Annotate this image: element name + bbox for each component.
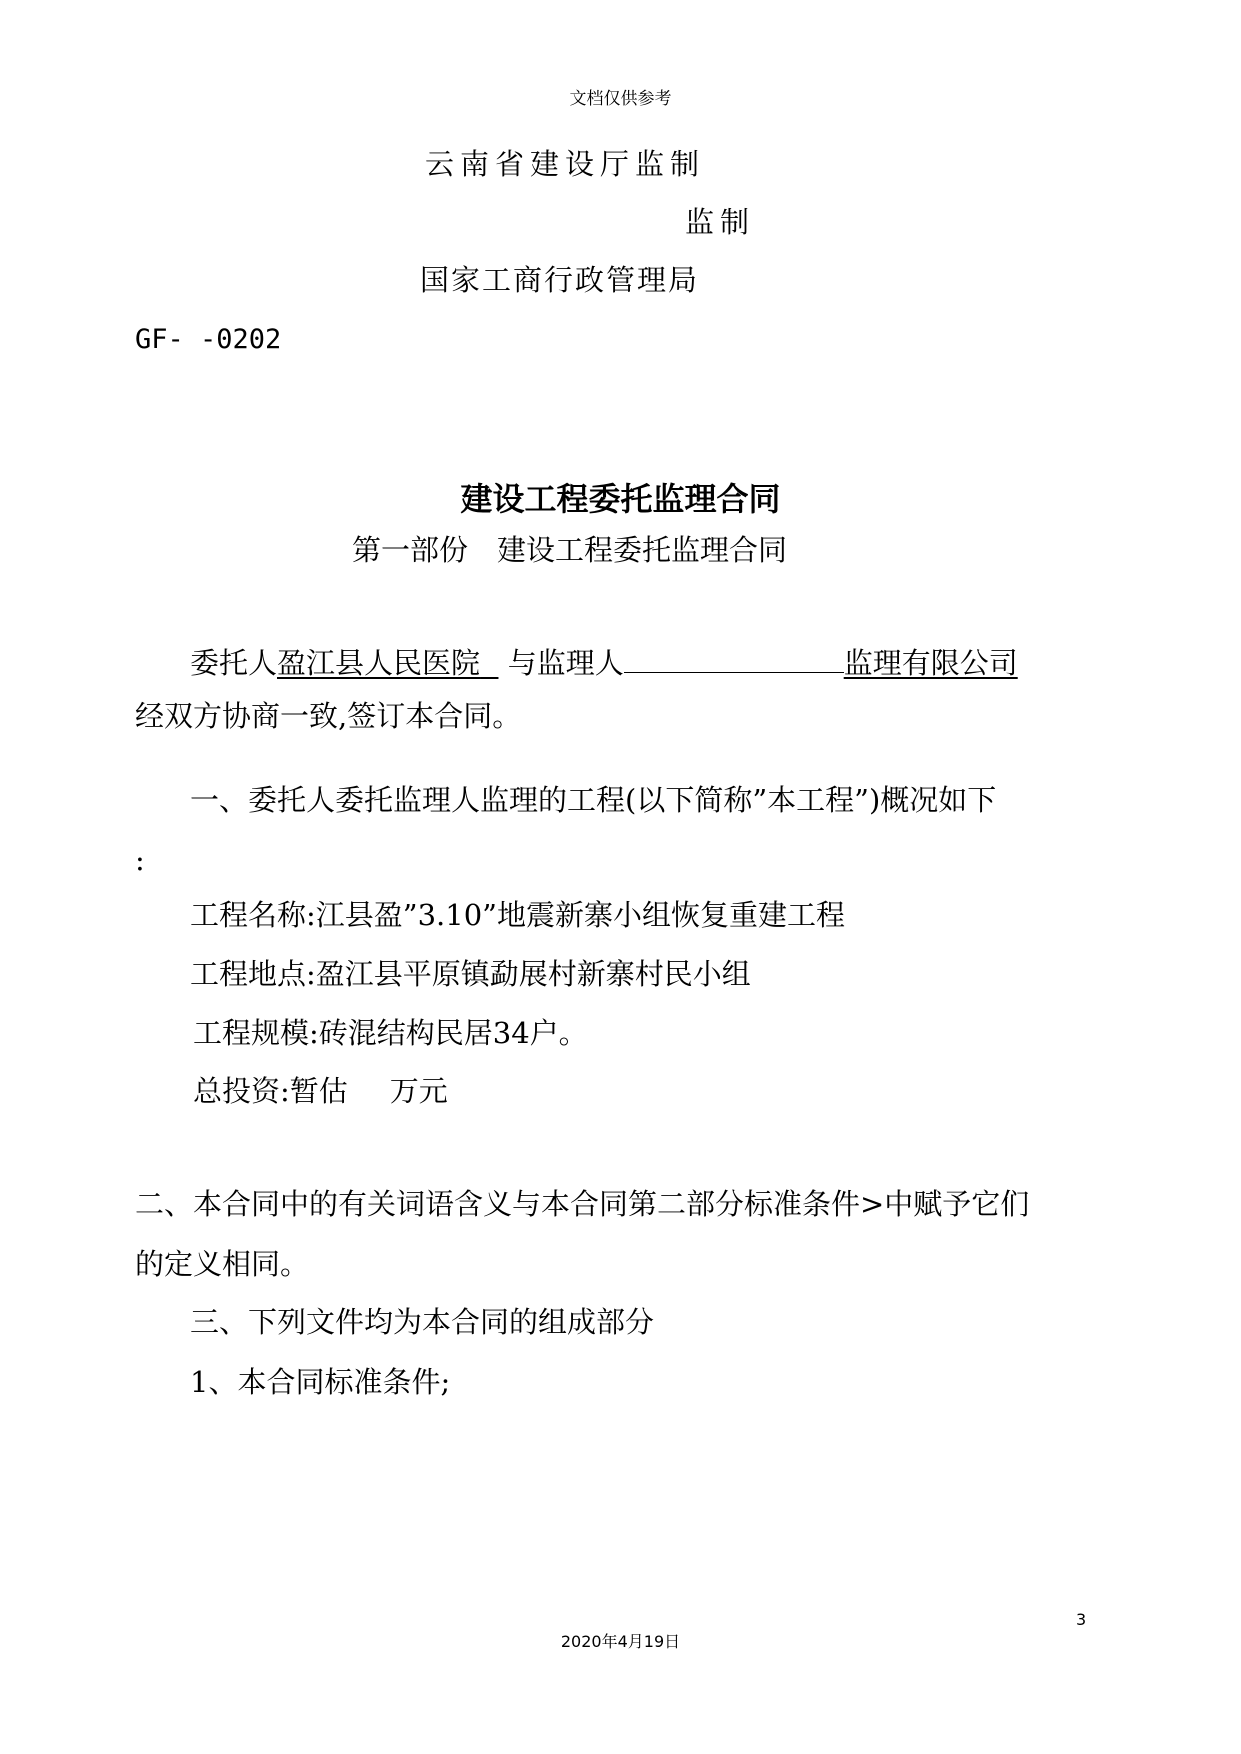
clause1-line-2: : bbox=[135, 843, 145, 877]
contract-title: 建设工程委托监理合同 bbox=[460, 480, 781, 518]
footer-date: 2020年4月19日 bbox=[560, 1632, 681, 1651]
authority-line-2: 监制 bbox=[685, 205, 756, 239]
authority-line-1: 云南省建设厅监制 bbox=[425, 147, 706, 181]
intro-line-1 bbox=[190, 644, 1018, 678]
page-number: 3 bbox=[1076, 1610, 1087, 1629]
supervisor-prefix: 与监理人 bbox=[507, 646, 624, 680]
client-name-pad bbox=[480, 646, 498, 680]
part-heading: 第一部份 建设工程委托监理合同 bbox=[352, 533, 788, 567]
intro-line-2: 经双方协商一致,签订本合同。 bbox=[135, 699, 522, 733]
clause3-item-1: 1、本合同标准条件; bbox=[190, 1365, 451, 1399]
clause2-line-1: 二、本合同中的有关词语含义与本合同第二部分标准条件>中赋予它们 bbox=[135, 1187, 1030, 1221]
investment-unit: 万元 bbox=[389, 1074, 448, 1108]
clause3-line-1: 三、下列文件均为本合同的组成部分 bbox=[190, 1305, 655, 1339]
client-prefix: 委托人 bbox=[190, 646, 278, 680]
project-name: 工程名称:江县盈”3.10”地震新寨小组恢复重建工程 bbox=[190, 898, 845, 932]
clause1-line-1: 一、委托人委托监理人监理的工程(以下简称”本工程”)概况如下 bbox=[190, 783, 997, 817]
doc-code: GF- -0202 bbox=[135, 324, 282, 355]
project-scale: 工程规模:砖混结构民居34户。 bbox=[193, 1016, 588, 1050]
supervisor-name-blank bbox=[624, 644, 844, 673]
authority-line-3: 国家工商行政管理局 bbox=[420, 263, 700, 297]
project-investment bbox=[193, 1074, 448, 1108]
investment-label: 总投资:暂估 bbox=[193, 1074, 348, 1108]
supervisor-name-suffix: 监理有限公司 bbox=[843, 646, 1018, 680]
header-note: 文档仅供参考 bbox=[569, 89, 672, 109]
client-name: 盈江县人民医院 bbox=[277, 646, 481, 680]
clause2-line-2: 的定义相同。 bbox=[135, 1247, 310, 1281]
project-location: 工程地点:盈江县平原镇勐展村新寨村民小组 bbox=[190, 957, 751, 991]
